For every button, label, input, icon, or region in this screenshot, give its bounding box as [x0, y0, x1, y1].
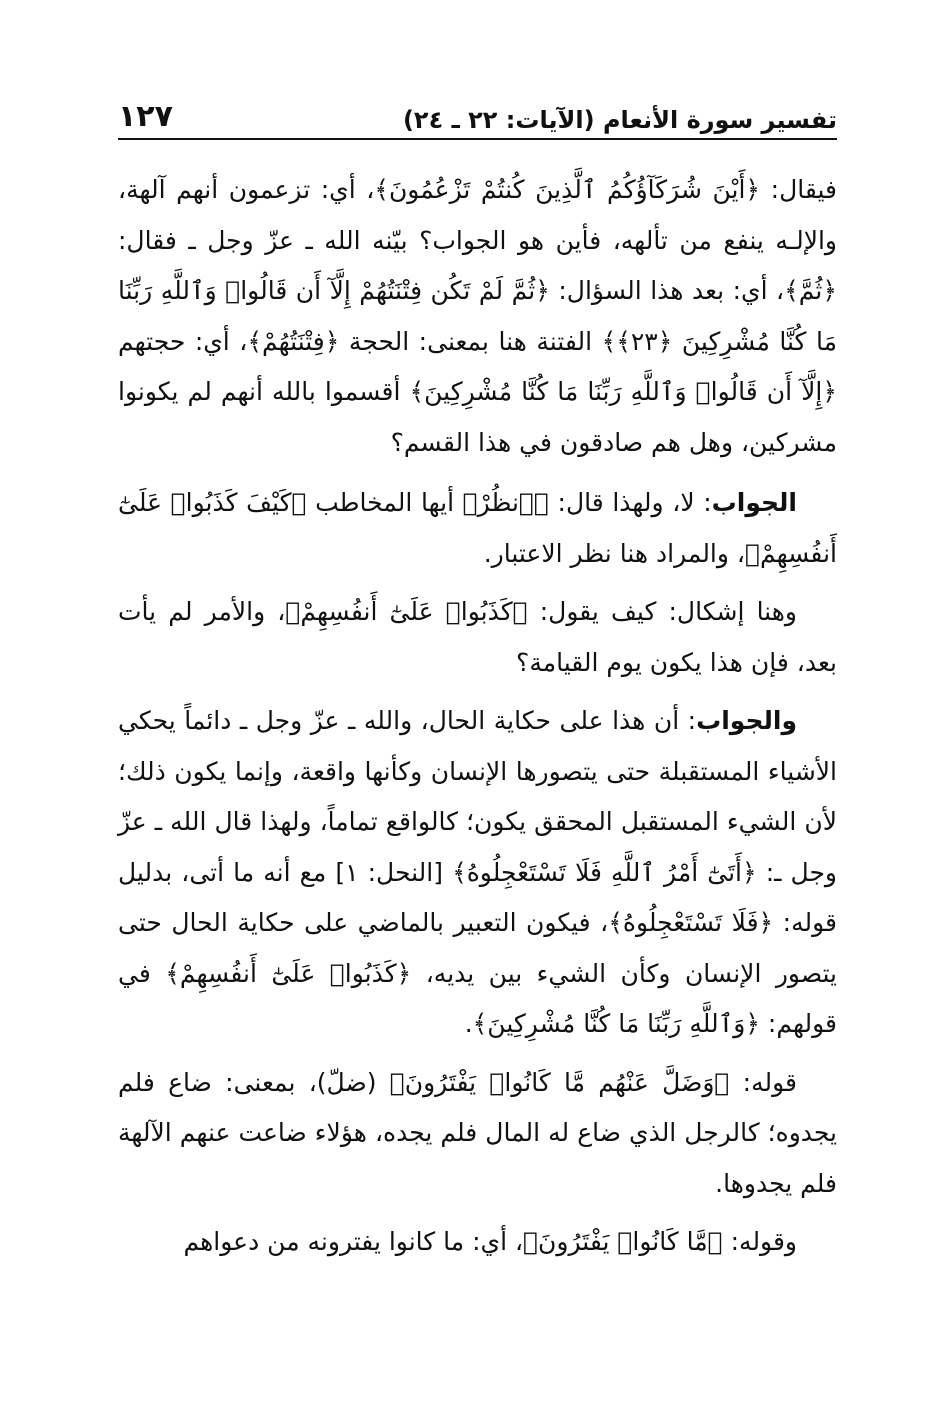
page-number: ١٢٧ [118, 99, 173, 134]
paragraph-6 [118, 1217, 837, 1268]
paragraph-text: وهنا إشكال: كيف يقول: ﴿كَذَبُوا۟ عَلَىٰٓ أَنفُسِهِمْ﴾، والأمر لم يأت بعد، فإن هذا يكون يوم القيامة؟ [118, 597, 837, 677]
paragraph-text: فيقال: ﴿أَيْنَ شُرَكَآؤُكُمُ ٱلَّذِينَ كُنتُمْ تَزْعُمُونَ﴾، أي: تزعمون أنهم آلهة، والإلـه ينفع من تألهه، فأين هو الجواب؟ بيّنه الله ـ عزّ وجل ـ فقال: ﴿ثُمَّ﴾، أي: بعد هذا السؤال: ﴿ثُمَّ لَمْ تَكُن فِتْنَتُهُمْ إِلَّآ أَن قَالُوا۟ وَٱللَّهِ رَبِّنَا مَا كُنَّا مُشْرِكِينَ ﴿٢٣﴾﴾ الفتنة هنا بمعنى: الحجة ﴿فِتْنَتُهُمْ﴾، أي: حجتهم ﴿إِلَّآ أَن قَالُوا۟ وَٱللَّهِ رَبِّنَا مَا كُنَّا مُشْرِكِينَ﴾ أقسموا بالله أنهم لم يكونوا مشركين، وهل هم صادقون في هذا القسم؟ [118, 175, 837, 457]
page-body [118, 165, 837, 1276]
paragraph-text: قوله: ﴿وَضَلَّ عَنْهُم مَّا كَانُوا۟ يَفْتَرُونَ﴾ (ضلّ)، بمعنى: ضاع فلم يجدوه؛ كالرجل الذي ضاع له المال فلم يجده، هؤلاء ضاعت عنهم الآلهة فلم يجدوها. [118, 1067, 837, 1198]
paragraph-3 [118, 587, 837, 688]
paragraph-5 [118, 1058, 837, 1210]
answer-heading: الجواب [711, 488, 797, 517]
paragraph-text: : أن هذا على حكاية الحال، والله ـ عزّ وجل ـ دائماً يحكي الأشياء المستقبلة حتى يتصورها الإنسان وكأنها واقعة، وإنما يكون ذلك؛ لأن الشيء المستقبل المحقق يكون؛ كالواقع تماماً، ولهذا قال الله ـ عزّ وجل ـ: ﴿أَتَىٰٓ أَمْرُ ٱللَّهِ فَلَا تَسْتَعْجِلُوهُ﴾ [النحل: ١] مع أنه ما أتى، بدليل قوله: ﴿فَلَا تَسْتَعْجِلُوهُ﴾، فيكون التعبير بالماضي على حكاية الحال حتى يتصور الإنسان وكأن الشيء بين يديه، ﴿كَذَبُوا۟ عَلَىٰٓ أَنفُسِهِمْ﴾ في قولهم: ﴿وَٱللَّهِ رَبِّنَا مَا كُنَّا مُشْرِكِينَ﴾. [118, 706, 837, 1038]
page-header [118, 88, 837, 140]
answer-heading: والجواب [696, 706, 797, 735]
paragraph-4 [118, 696, 837, 1050]
paragraph-text: : لا، ولهذا قال: ﴿ٱنظُرْ﴾ أيها المخاطب ﴿كَيْفَ كَذَبُوا۟ عَلَىٰٓ أَنفُسِهِمْ﴾، والمراد هنا نظر الاعتبار. [118, 488, 837, 568]
running-title: تفسير سورة الأنعام (الآيات: ٢٢ ـ ٢٤) [402, 106, 837, 134]
paragraph-1 [118, 165, 837, 468]
paragraph-2 [118, 478, 837, 579]
paragraph-text: وقوله: ﴿مَّا كَانُوا۟ يَفْتَرُونَ﴾، أي: ما كانوا يفترونه من دعواهم [183, 1227, 797, 1256]
